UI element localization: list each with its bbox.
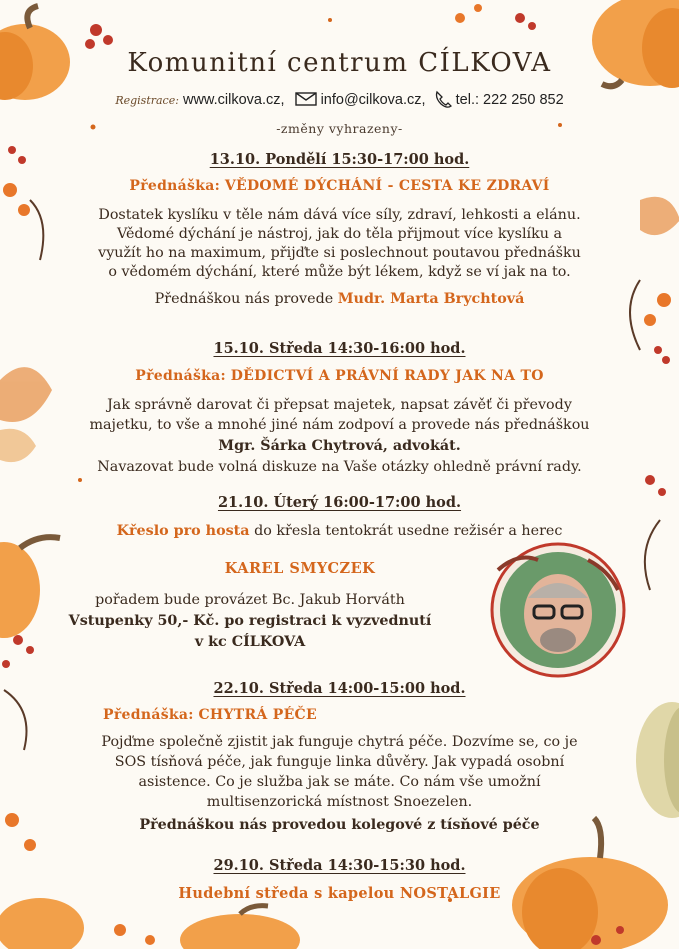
event-date: 13.10. Pondělí 15:30-17:00 hod. — [209, 151, 470, 168]
website-link[interactable]: www.cilkova.cz, — [182, 92, 285, 108]
event-speaker: Přednáškou nás provede Mudr. Marta Brychtová — [154, 291, 525, 307]
event-description-line: multisenzorická místnost Snoezelen. — [206, 794, 473, 810]
event-heading: Přednáška: VĚDOMÉ DÝCHÁNÍ - CESTA KE ZDRAVÍ — [129, 178, 550, 194]
event-date: 21.10. Úterý 16:00-17:00 hod. — [217, 494, 462, 511]
event-date: 22.10. Středa 14:00-15:00 hod. — [213, 680, 466, 697]
event-description-line: Jak správně darovat či přepsat majetek, napsat závěť či převody — [107, 397, 572, 413]
event-heading: Přednáška: CHYTRÁ PÉČE — [103, 707, 317, 723]
page-title: Komunitní centrum CÍLKOVA — [127, 48, 552, 78]
event-heading: Hudební středa s kapelou NOSTALGIE — [178, 885, 501, 902]
event-description-line: Vědomé dýchání je nástroj, jak do těla přijmout více kyslíku a — [116, 226, 563, 242]
event-description-line: o vědomém dýchání, které může být lékem, když se ví jak na to. — [108, 264, 571, 280]
event-description-line: asistence. Co je služba jak se máte. Co nám vše umožní — [138, 774, 541, 790]
email-link[interactable]: info@cilkova.cz, — [320, 92, 426, 108]
guest-photo — [488, 540, 628, 680]
registration-label: Registrace: — [115, 94, 179, 107]
ticket-line: Vstupenky 50,- Kč. po registraci k vyzvednutí — [68, 613, 432, 629]
event-date: 15.10. Středa 14:30-16:00 hod. — [213, 340, 466, 357]
contact-line — [0, 90, 679, 108]
event-description-line: majetku, to vše a mnohé jiné nám zodpoví a provede nás přednáškou — [89, 417, 590, 433]
event-date: 29.10. Středa 14:30-15:30 hod. — [213, 857, 466, 874]
phone-icon — [434, 90, 452, 108]
event-extra: Navazovat bude volná diskuze na Vaše otázky ohledně právní rady. — [97, 459, 582, 475]
phone-number: tel.: 222 250 852 — [455, 92, 564, 108]
event-description-line: SOS tísňová péče, jak funguje linka důvěry. Jak vypadá osobní — [114, 754, 565, 770]
event-description-line: Pojďme společně zjistit jak funguje chytrá péče. Dozvíme se, co je — [101, 734, 578, 750]
event-heading: Křeslo pro hosta do křesla tentokrát usedne režisér a herec — [116, 523, 563, 539]
event-heading: Přednáška: DĚDICTVÍ A PRÁVNÍ RADY JAK NA TO — [135, 368, 544, 384]
event-speaker: Mgr. Šárka Chytrová, advokát. — [218, 438, 461, 454]
email-icon — [295, 92, 317, 106]
guest-name: KAREL SMYCZEK — [224, 560, 376, 577]
event-speaker: Přednáškou nás provedou kolegové z tísňové péče — [139, 817, 540, 833]
ticket-line: v kc CÍLKOVA — [194, 634, 306, 650]
changes-note: -změny vyhrazeny- — [276, 121, 403, 136]
event-description-line: využít ho na maximum, přijďte si poslechnout poutavou přednášku — [98, 245, 581, 261]
host-line: pořadem bude provázet Bc. Jakub Horváth — [95, 592, 405, 608]
event-description-line: Dostatek kyslíku v těle nám dává více síly, zdraví, lehkosti a elánu. — [98, 207, 581, 223]
